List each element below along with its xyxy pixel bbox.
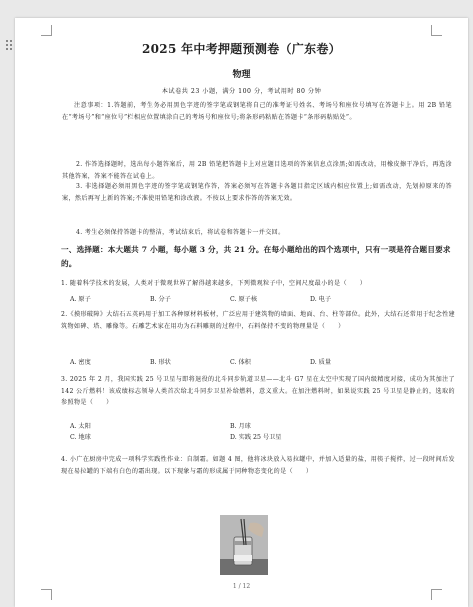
option-c: C. 原子核 bbox=[230, 296, 258, 303]
option-b: B. 形状 bbox=[150, 359, 171, 366]
notice-2: 2. 作答选择题时，选出每小题答案后，用 2B 铅笔把答题卡上对应题目选项的答案信息点涂黑;如需改动，用橡皮擦干净后，再选涂其他答案，答案不能答在试卷上。 bbox=[62, 161, 452, 180]
notice-4: 4. 考生必须保持答题卡的整洁，考试结束后，将试卷和答题卡一并交回。 bbox=[76, 229, 285, 236]
crop-mark bbox=[41, 25, 52, 36]
crop-mark bbox=[431, 589, 442, 600]
drag-handle-icon[interactable] bbox=[6, 40, 14, 54]
option-c: C. 地球 bbox=[70, 434, 91, 441]
option-a: A. 原子 bbox=[70, 296, 91, 303]
option-b: B. 月球 bbox=[230, 423, 251, 430]
crop-mark bbox=[41, 589, 52, 600]
question-3-stem: 3. 2025 年 2 月，我国实践 25 号卫星与即将退役的北斗同步轨道卫星——北斗 G7 星在太空中实现了国内级精度对接，成功为其加注了 142 公斤燃料！该成绩标志领导人类首次给北斗同步卫星补给燃料，意义重大。在加注燃料时，如果说实践 25 号卫星是静止的，选取的参照物是（ ） bbox=[61, 376, 455, 407]
exam-title: 2025 年中考押题预测卷（广东卷） bbox=[142, 42, 341, 56]
question-3-options bbox=[70, 421, 450, 443]
crop-mark bbox=[431, 25, 442, 36]
option-b: B. 分子 bbox=[150, 296, 171, 303]
option-d: D. 质量 bbox=[310, 359, 332, 366]
question-1-options bbox=[70, 294, 450, 305]
option-a: A. 太阳 bbox=[70, 423, 91, 430]
subject-heading: 物理 bbox=[232, 70, 251, 80]
notice-3: 3. 非选择题必须用黑色字迹的签字笔或钢笔作答，答案必须写在答题卡各题目指定区域内相应位置上;如需改动，先划掉原来的答案，然后再写上新的答案;不准使用铅笔和涂改液。不按以上要求作答的答案无效。 bbox=[62, 183, 452, 202]
question-2-stem: 2.《摸形破障》大结石五英码用于加工各种原材料板材，广泛应用于建筑物的墙面、地面、台、柱等部位。此外，大结石还常用于纪念性建筑物如碑、塔、雕像等。石雕艺术家在用功为石料雕刻的过程中，石料保持不变的物理量是（ ） bbox=[61, 311, 455, 330]
notice-1: 注意事项：1.答题前，考生务必用黑色字迹的签字笔或钢笔将自己的准考证号姓名、考场号和座位号填写在答题卡上。用 2B 铅笔在“考场号”和“座位号”栏相应位置填涂自己的考场号和座位号;将条形码粘贴在答题卡“条形码粘贴处”。 bbox=[62, 102, 452, 121]
option-c: C. 体积 bbox=[230, 359, 251, 366]
option-a: A. 密度 bbox=[70, 359, 91, 366]
exam-info: 本试卷共 23 小题，满分 100 分，考试用时 80 分钟 bbox=[161, 88, 322, 95]
question-2-options bbox=[70, 357, 450, 368]
question-1-stem: 1. 随着科学技术的发展，人类对于微观世界了解得越来越多，下列微观粒子中，空间尺度最小的是（ ） bbox=[61, 280, 367, 287]
question-4-stem: 4. 小广在厨房中完成一项科学实践性作业：自制霜。如题 4 图，他将冰块放入易拉罐中，并加入适量的盐，用筷子搅拌，过一段时间后发现在易拉罐的下端有白色的霜出现。以下现象与霜的形成属于同种物态变化的是（ ） bbox=[61, 456, 455, 475]
option-d: D. 实践 25 号卫星 bbox=[230, 434, 282, 441]
frost-experiment-photo bbox=[220, 515, 268, 575]
option-d: D. 电子 bbox=[310, 296, 332, 303]
page-number: 1 / 12 bbox=[232, 583, 251, 590]
document-page bbox=[15, 18, 468, 607]
section-heading: 一、选择题：本大题共 7 小题，每小题 3 分，共 21 分。在每小题给出的四个选项中，只有一项是符合题目要求的。 bbox=[61, 245, 451, 268]
